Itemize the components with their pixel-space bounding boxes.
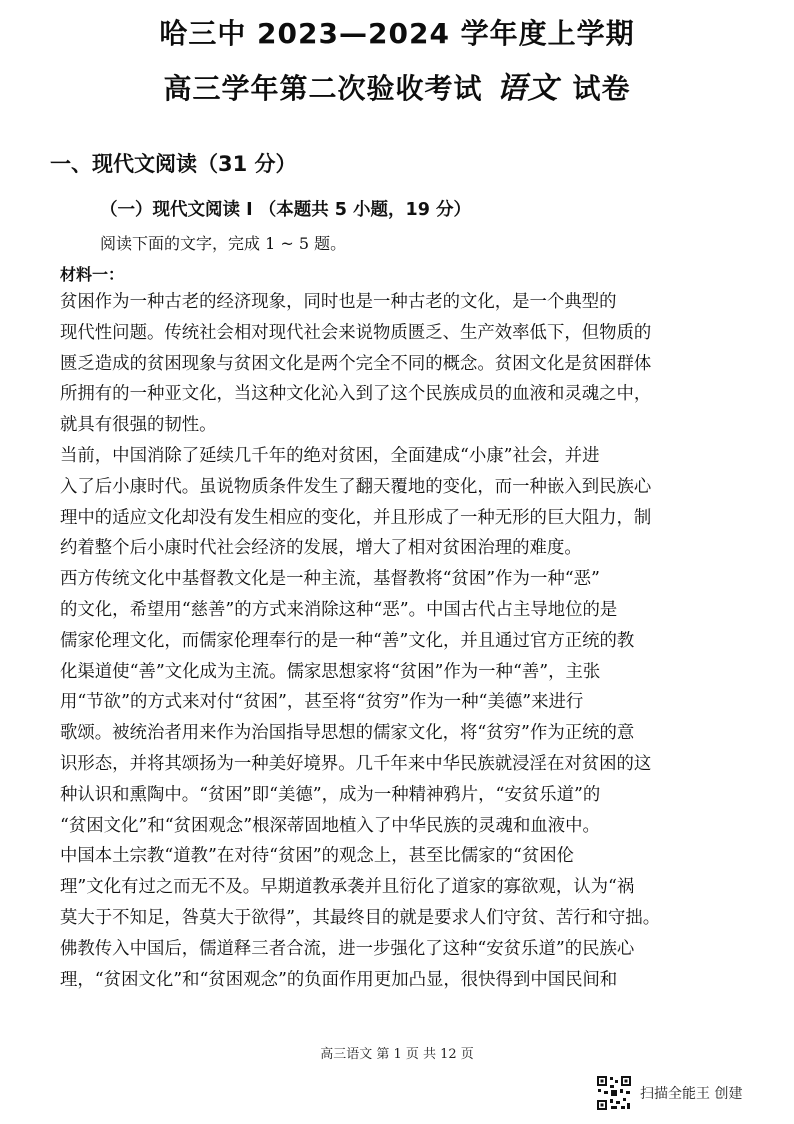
passage-line: 贫困作为一种古老的经济现象，同时也是一种古老的文化，是一个典型的 (60, 292, 617, 312)
passage-line: 识形态，并将其颂扬为一种美好境界。几千年来中华民族就浸淫在对贫困的这 (60, 753, 652, 774)
passage-line: 入了后小康时代。虽说物质条件发生了翻天覆地的变化，而一种嵌入到民族心 (60, 476, 652, 497)
reading-instruction: 阅读下面的文字，完成 1 ~ 5 题。 (100, 234, 347, 253)
passage-line: 的文化，希望用“慈善”的方式来消除这种“恶”。中国古代占主导地位的是 (60, 599, 618, 620)
passage-line: 所拥有的一种亚文化，当这种文化沁入到了这个民族成员的血液和灵魂之中， (60, 384, 652, 405)
passage-line: 用“节欲”的方式来对付“贫困”，甚至将“贫穷”作为一种“美德”来进行 (60, 692, 584, 713)
page-footer: 高三语文 第 1 页 共 12 页 (320, 1047, 474, 1062)
scanner-watermark: 扫描全能王 创建 (640, 1086, 743, 1102)
title-subject: 语文 (496, 71, 559, 106)
passage-line: 理，“贫困文化”和“贫困观念”的负面作用更加凸显，很快得到中国民间和 (60, 969, 618, 990)
section-heading: 一、现代文阅读（31 分） (50, 152, 297, 176)
passage-line: 就具有很强的韧性。 (60, 415, 217, 436)
passage-line: 儒家伦理文化，而儒家伦理奉行的是一种“善”文化，并且通过官方正统的教 (60, 630, 635, 651)
passage-line: 理中的适应文化却没有发生相应的变化，并且形成了一种无形的巨大阻力，制 (60, 507, 652, 528)
material-label: 材料一： (60, 265, 125, 284)
passage-line: 中国本土宗教“道教”在对待“贫困”的观念上，甚至比儒家的“贫困伦 (60, 846, 575, 867)
passage-line: 理”文化有过之而无不及。早期道教承袭并且衍化了道家的寡欲观，认为“祸 (60, 877, 635, 898)
passage-body (60, 287, 748, 995)
passage-line: 现代性问题。传统社会相对现代社会来说物质匮乏、生产效率低下，但物质的 (60, 322, 652, 343)
qr-code-icon (596, 1075, 632, 1111)
passage-line: 种认识和熏陶中。“贫困”即“美德”，成为一种精神鸦片，“安贫乐道”的 (60, 784, 601, 805)
title-suffix: 试卷 (572, 72, 631, 105)
title-line-1: 哈三中 2023—2024 学年度上学期 (159, 17, 635, 50)
passage-line: 当前，中国消除了延续几千年的绝对贫困，全面建成“小康”社会，并进 (60, 445, 600, 466)
passage-line: 约着整个后小康时代社会经济的发展，增大了相对贫困治理的难度。 (60, 538, 582, 559)
passage-line: 西方传统文化中基督教文化是一种主流，基督教将“贫困”作为一种“恶” (60, 569, 600, 590)
subsection-heading: （一）现代文阅读 I （本题共 5 小题，19 分） (100, 200, 472, 220)
title-exam-name: 高三学年第二次验收考试 (163, 72, 483, 105)
passage-line: 佛教传入中国后，儒道释三者合流，进一步强化了这种“安贫乐道”的民族心 (60, 938, 635, 959)
passage-line: 莫大于不知足，咎莫大于欲得”，其最终目的就是要求人们守贫、苦行和守拙。 (60, 907, 661, 928)
title-line-2 (0, 63, 794, 107)
passage-line: 匮乏造成的贫困现象与贫困文化是两个完全不同的概念。贫困文化是贫困群体 (60, 353, 652, 374)
passage-line: 歌颂。被统治者用来作为治国指导思想的儒家文化，将“贫穷”作为正统的意 (60, 723, 635, 744)
passage-line: “贫困文化”和“贫困观念”根深蒂固地植入了中华民族的灵魂和血液中。 (60, 815, 600, 836)
passage-line: 化渠道使“善”文化成为主流。儒家思想家将“贫困”作为一种“善”，主张 (60, 661, 601, 682)
